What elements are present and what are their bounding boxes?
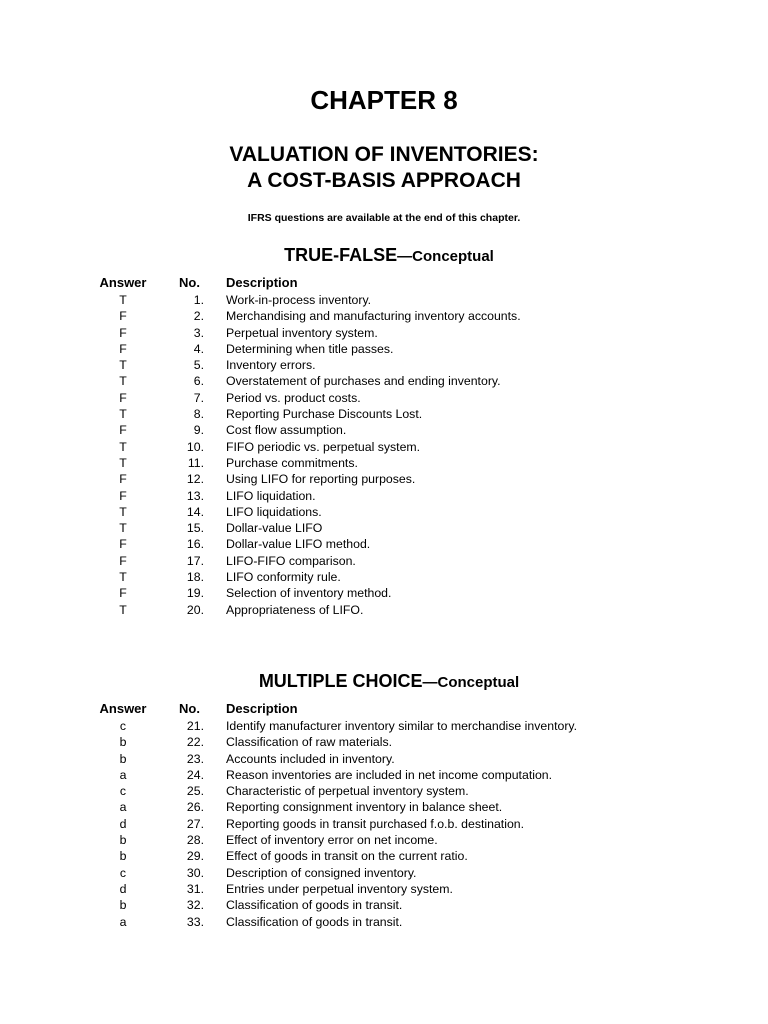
number-cell: 33. bbox=[186, 914, 204, 929]
answer-cell: F bbox=[119, 309, 127, 324]
description-cell: Inventory errors. bbox=[226, 358, 316, 373]
number-cell: 23. bbox=[186, 751, 204, 766]
multiple-choice-title: MULTIPLE CHOICE bbox=[258, 671, 423, 691]
description-cell: Perpetual inventory system. bbox=[226, 325, 378, 340]
number-cell: 20. bbox=[186, 602, 204, 617]
number-cell: 32. bbox=[186, 898, 204, 913]
table-row bbox=[0, 292, 768, 308]
description-cell: Reporting consignment inventory in balance sheet. bbox=[226, 800, 503, 815]
number-column-header: No. bbox=[179, 275, 200, 290]
answer-cell: c bbox=[119, 719, 127, 733]
table-row bbox=[0, 536, 768, 552]
table-row bbox=[0, 799, 768, 815]
table-row bbox=[0, 471, 768, 487]
chapter-heading: CHAPTER 8 bbox=[310, 85, 458, 115]
table-row bbox=[0, 341, 768, 357]
description-cell: LIFO conformity rule. bbox=[226, 570, 341, 585]
number-cell: 6. bbox=[193, 374, 204, 389]
answer-cell: F bbox=[119, 586, 127, 601]
answer-cell: F bbox=[119, 488, 127, 503]
multiple-choice-title-suffix: —Conceptual bbox=[422, 674, 520, 691]
answer-cell: b bbox=[119, 735, 127, 750]
true-false-section-title bbox=[0, 243, 768, 269]
number-cell: 30. bbox=[186, 865, 204, 880]
table-row bbox=[0, 734, 768, 750]
number-cell: 16. bbox=[186, 537, 204, 552]
description-cell: Identify manufacturer inventory similar to merchandise inventory. bbox=[226, 719, 578, 733]
table-row bbox=[0, 881, 768, 897]
answer-cell: F bbox=[119, 537, 127, 552]
answer-cell: T bbox=[119, 504, 127, 519]
table-row bbox=[0, 520, 768, 536]
description-cell: Appropriateness of LIFO. bbox=[226, 602, 364, 617]
answer-cell: T bbox=[119, 439, 127, 454]
description-cell: LIFO-FIFO comparison. bbox=[226, 553, 356, 568]
table-row bbox=[0, 439, 768, 455]
subtitle-line-2: A COST-BASIS APPROACH bbox=[247, 169, 521, 192]
answer-cell: F bbox=[119, 390, 127, 405]
description-cell: Using LIFO for reporting purposes. bbox=[226, 472, 416, 487]
table-header-row bbox=[0, 274, 768, 292]
answer-cell: T bbox=[119, 570, 127, 585]
answer-cell: T bbox=[119, 602, 127, 617]
table-row bbox=[0, 325, 768, 341]
table-row bbox=[0, 504, 768, 520]
table-row bbox=[0, 816, 768, 832]
description-cell: Reason inventories are included in net income computation. bbox=[226, 767, 553, 782]
answer-cell: a bbox=[119, 800, 127, 815]
number-cell: 31. bbox=[186, 881, 204, 896]
number-cell: 22. bbox=[186, 735, 204, 750]
number-cell: 25. bbox=[186, 784, 204, 799]
table-row bbox=[0, 832, 768, 848]
subtitle-line-1: VALUATION OF INVENTORIES: bbox=[229, 143, 539, 166]
answer-cell: b bbox=[119, 833, 127, 848]
description-cell: FIFO periodic vs. perpetual system. bbox=[226, 439, 421, 454]
true-false-title: TRUE-FALSE bbox=[284, 245, 398, 265]
table-row bbox=[0, 914, 768, 930]
table-row bbox=[0, 422, 768, 438]
answer-cell: F bbox=[119, 325, 127, 340]
number-cell: 26. bbox=[186, 800, 204, 815]
true-false-table bbox=[0, 274, 768, 618]
table-row bbox=[0, 357, 768, 373]
answer-cell: d bbox=[119, 881, 127, 896]
description-cell: Classification of raw materials. bbox=[226, 735, 393, 750]
description-cell: Reporting goods in transit purchased f.o.b. destination. bbox=[226, 816, 525, 831]
description-cell: Cost flow assumption. bbox=[226, 423, 347, 438]
number-cell: 1. bbox=[193, 293, 204, 307]
multiple-choice-table bbox=[0, 700, 768, 930]
table-row bbox=[0, 308, 768, 324]
description-cell: Period vs. product costs. bbox=[226, 390, 361, 405]
number-cell: 11. bbox=[187, 455, 204, 470]
table-row bbox=[0, 848, 768, 864]
description-column-header: Description bbox=[226, 275, 298, 290]
number-cell: 21. bbox=[186, 719, 204, 733]
answer-column-header: Answer bbox=[99, 701, 147, 716]
description-cell: Effect of inventory error on net income. bbox=[226, 833, 438, 848]
description-cell: Description of consigned inventory. bbox=[226, 865, 417, 880]
number-cell: 14. bbox=[186, 504, 204, 519]
description-cell: Selection of inventory method. bbox=[226, 586, 392, 601]
table-row bbox=[0, 373, 768, 389]
answer-cell: T bbox=[119, 358, 127, 373]
answer-cell: T bbox=[119, 374, 127, 389]
table-row bbox=[0, 602, 768, 618]
table-row bbox=[0, 751, 768, 767]
answer-cell: F bbox=[119, 423, 127, 438]
answer-cell: a bbox=[119, 914, 127, 929]
description-cell: Dollar-value LIFO method. bbox=[226, 537, 371, 552]
number-cell: 17. bbox=[186, 553, 204, 568]
description-cell: Dollar-value LIFO bbox=[226, 521, 323, 536]
answer-cell: F bbox=[119, 553, 127, 568]
answer-cell: b bbox=[119, 898, 127, 913]
answer-cell: T bbox=[119, 293, 127, 307]
description-cell: Accounts included in inventory. bbox=[226, 751, 395, 766]
table-row bbox=[0, 569, 768, 585]
table-row bbox=[0, 865, 768, 881]
table-row bbox=[0, 488, 768, 504]
answer-column-header: Answer bbox=[99, 275, 147, 290]
answer-cell: b bbox=[119, 849, 127, 864]
number-cell: 18. bbox=[186, 570, 204, 585]
table-row bbox=[0, 406, 768, 422]
table-row bbox=[0, 897, 768, 913]
number-cell: 2. bbox=[193, 309, 204, 324]
answer-cell: T bbox=[119, 455, 127, 470]
description-cell: Reporting Purchase Discounts Lost. bbox=[226, 407, 423, 422]
number-cell: 12. bbox=[186, 472, 204, 487]
number-cell: 4. bbox=[193, 341, 204, 356]
description-column-header: Description bbox=[226, 701, 298, 716]
table-row bbox=[0, 390, 768, 406]
description-cell: Characteristic of perpetual inventory system. bbox=[226, 784, 469, 799]
description-cell: Merchandising and manufacturing inventory accounts. bbox=[226, 309, 521, 324]
table-header-row bbox=[0, 700, 768, 718]
description-cell: Classification of goods in transit. bbox=[226, 914, 403, 929]
number-cell: 19. bbox=[186, 586, 204, 601]
answer-cell: T bbox=[119, 521, 127, 536]
description-cell: Determining when title passes. bbox=[226, 341, 394, 356]
number-column-header: No. bbox=[179, 701, 200, 716]
number-cell: 9. bbox=[193, 423, 204, 438]
answer-cell: c bbox=[119, 784, 127, 799]
description-cell: Effect of goods in transit on the current ratio. bbox=[226, 849, 468, 864]
table-row bbox=[0, 553, 768, 569]
answer-cell: a bbox=[119, 767, 127, 782]
description-cell: Work-in-process inventory. bbox=[226, 293, 372, 307]
answer-cell: T bbox=[119, 407, 127, 422]
chapter-subtitle bbox=[0, 142, 768, 194]
description-cell: LIFO liquidation. bbox=[226, 488, 316, 503]
number-cell: 5. bbox=[193, 358, 204, 373]
table-row bbox=[0, 783, 768, 799]
description-cell: Classification of goods in transit. bbox=[226, 898, 403, 913]
number-cell: 13. bbox=[186, 488, 204, 503]
number-cell: 29. bbox=[186, 849, 204, 864]
number-cell: 10. bbox=[186, 439, 204, 454]
number-cell: 28. bbox=[186, 833, 204, 848]
number-cell: 7. bbox=[193, 390, 204, 405]
answer-cell: F bbox=[119, 472, 127, 487]
answer-cell: d bbox=[119, 816, 127, 831]
multiple-choice-section-title bbox=[0, 669, 768, 695]
description-cell: Purchase commitments. bbox=[226, 455, 358, 470]
description-cell: LIFO liquidations. bbox=[226, 504, 322, 519]
answer-cell: F bbox=[119, 341, 127, 356]
answer-cell: c bbox=[119, 865, 127, 880]
number-cell: 15. bbox=[186, 521, 204, 536]
number-cell: 24. bbox=[186, 767, 204, 782]
ifrs-note: IFRS questions are available at the end of this chapter. bbox=[247, 212, 521, 224]
number-cell: 27. bbox=[186, 816, 204, 831]
description-cell: Overstatement of purchases and ending inventory. bbox=[226, 374, 501, 389]
table-row bbox=[0, 767, 768, 783]
answer-cell: b bbox=[119, 751, 127, 766]
true-false-title-suffix: —Conceptual bbox=[397, 248, 494, 265]
table-row bbox=[0, 585, 768, 601]
number-cell: 3. bbox=[193, 325, 204, 340]
description-cell: Entries under perpetual inventory system. bbox=[226, 881, 453, 896]
table-row bbox=[0, 455, 768, 471]
number-cell: 8. bbox=[193, 407, 204, 422]
table-row bbox=[0, 718, 768, 734]
